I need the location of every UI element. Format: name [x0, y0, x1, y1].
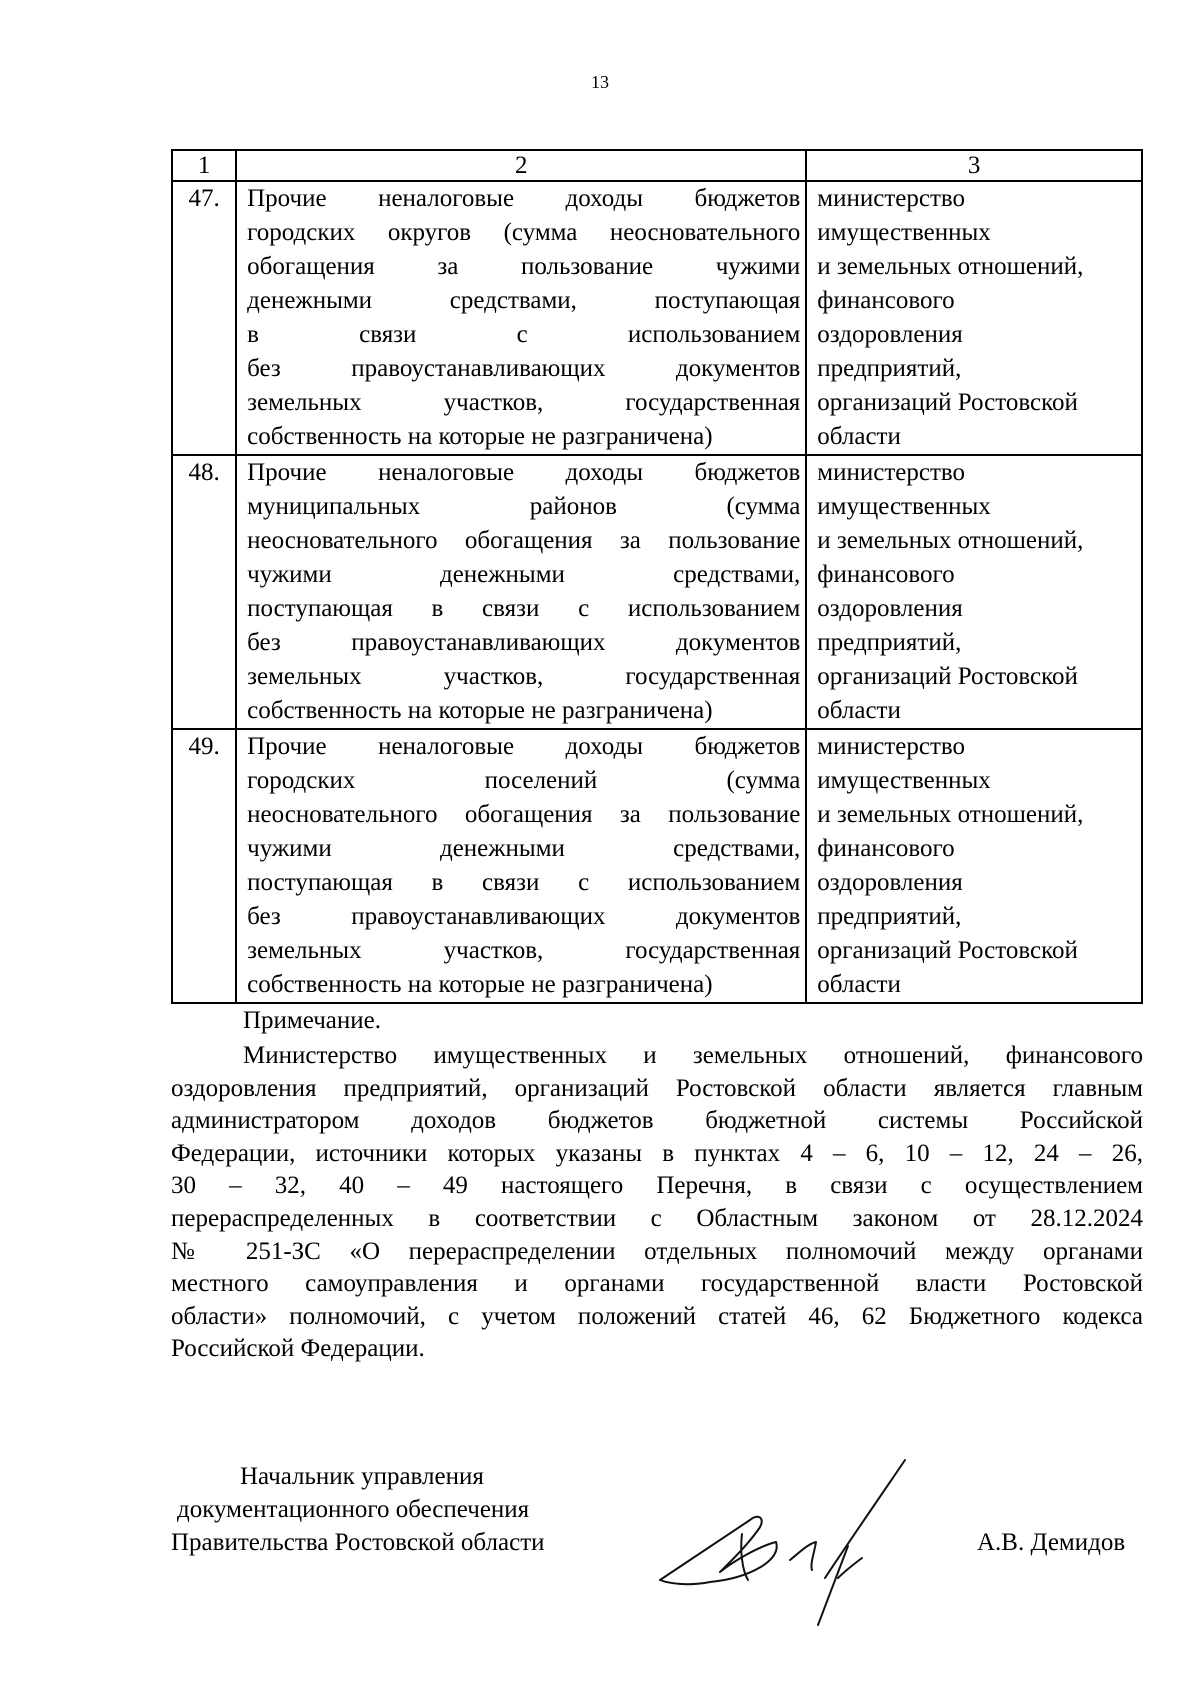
signatory-position-line: Правительства Ростовской области	[171, 1529, 545, 1556]
description-line: земельных участков, государственная	[247, 389, 801, 416]
description-line: собственность на которые не разграничена)	[247, 423, 713, 450]
administrator-cell	[806, 455, 1142, 729]
income-description-cell	[236, 181, 806, 455]
row-number-cell: 49.	[172, 729, 236, 1003]
administrator-line: министерство	[817, 459, 966, 486]
description-line: собственность на которые не разграничена)	[247, 697, 713, 724]
note-body	[171, 1040, 1143, 1366]
administrator-line: предприятий,	[817, 629, 962, 656]
description-line: земельных участков, государственная	[247, 937, 801, 964]
note-line: оздоровления предприятий, организаций Ростовской области является главным	[171, 1074, 1143, 1102]
note-line: перераспределенных в соответствии с Областным законом от 28.12.2024	[171, 1204, 1143, 1232]
description-line: собственность на которые не разграничена)	[247, 971, 713, 998]
note-line: области» полномочий, с учетом положений статей 46, 62 Бюджетного кодекса	[171, 1302, 1143, 1330]
administrator-line: имущественных	[817, 219, 991, 246]
description-line: муниципальных районов (сумма	[247, 493, 801, 520]
administrator-line: организаций Ростовской	[817, 389, 1078, 416]
administrator-line: финансового	[817, 287, 955, 314]
income-description-cell	[236, 455, 806, 729]
note-line: администратором доходов бюджетов бюджетной системы Российской	[171, 1107, 1143, 1135]
administrator-line: министерство	[817, 733, 966, 760]
description-line: без правоустанавливающих документов	[247, 903, 801, 930]
administrator-line: организаций Ростовской	[817, 937, 1078, 964]
table-header-row	[172, 150, 1142, 181]
header-cell-2: 2	[236, 150, 806, 181]
handwritten-signature	[650, 1450, 930, 1630]
note-line: местного самоуправления и органами государственной власти Ростовской	[171, 1270, 1143, 1298]
administrator-line: имущественных	[817, 493, 991, 520]
note-line: Министерство имущественных и земельных отношений, финансового	[243, 1042, 1143, 1069]
administrator-line: оздоровления	[817, 595, 963, 622]
income-description-cell	[236, 729, 806, 1003]
administrator-line: предприятий,	[817, 903, 962, 930]
administrator-line: области	[817, 697, 901, 724]
description-line: без правоустанавливающих документов	[247, 629, 801, 656]
administrator-line: области	[817, 971, 901, 998]
signer-name: А.В. Демидов	[977, 1529, 1126, 1556]
description-line: чужими денежными средствами,	[247, 835, 801, 862]
description-line: поступающая в связи с использованием	[247, 595, 801, 622]
description-line: неосновательного обогащения за пользование	[247, 527, 801, 554]
description-line: Прочие неналоговые доходы бюджетов	[247, 733, 801, 760]
row-number-cell: 48.	[172, 455, 236, 729]
table-body	[172, 150, 1142, 1003]
table-row	[172, 729, 1142, 1003]
description-line: городских поселений (сумма	[247, 767, 801, 794]
administrator-line: предприятий,	[817, 355, 962, 382]
header-cell-1: 1	[172, 150, 236, 181]
administrator-line: министерство	[817, 185, 966, 212]
note-section	[171, 1002, 1143, 1366]
description-line: поступающая в связи с использованием	[247, 869, 801, 896]
signatory-position	[171, 1460, 611, 1559]
note-line: 30 – 32, 40 – 49 настоящего Перечня, в связи с осуществлением	[171, 1172, 1143, 1200]
administrator-line: и земельных отношений,	[817, 801, 1084, 828]
description-line: без правоустанавливающих документов	[247, 355, 801, 382]
description-line: неосновательного обогащения за пользование	[247, 801, 801, 828]
description-line: Прочие неналоговые доходы бюджетов	[247, 185, 801, 212]
note-line: Федерации, источники которых указаны в пунктах 4 – 6, 10 – 12, 24 – 26,	[171, 1139, 1143, 1167]
signatory-position-line: Начальник управления	[240, 1463, 484, 1490]
administrator-line: области	[817, 423, 901, 450]
administrator-line: организаций Ростовской	[817, 663, 1078, 690]
description-line: Прочие неналоговые доходы бюджетов	[247, 459, 801, 486]
description-line: земельных участков, государственная	[247, 663, 801, 690]
administrator-line: оздоровления	[817, 869, 963, 896]
table-row	[172, 181, 1142, 455]
note-line: Российской Федерации.	[171, 1335, 425, 1363]
note-title: Примечание.	[243, 1007, 382, 1034]
description-line: в связи с использованием	[247, 321, 801, 348]
administrator-line: оздоровления	[817, 321, 963, 348]
header-cell-3: 3	[806, 150, 1142, 181]
row-number-cell: 47.	[172, 181, 236, 455]
administrator-line: имущественных	[817, 767, 991, 794]
page-number: 13	[591, 72, 609, 92]
administrator-line: и земельных отношений,	[817, 527, 1084, 554]
signatory-position-line: документационного обеспечения	[177, 1496, 530, 1523]
table-row	[172, 455, 1142, 729]
administrator-line: и земельных отношений,	[817, 253, 1084, 280]
description-line: городских округов (сумма неосновательного	[247, 219, 801, 246]
description-line: денежными средствами, поступающая	[247, 287, 801, 314]
description-line: чужими денежными средствами,	[247, 561, 801, 588]
administrator-cell	[806, 729, 1142, 1003]
note-line: № 251-ЗС «О перераспределении отдельных полномочий между органами	[171, 1237, 1143, 1265]
administrator-line: финансового	[817, 561, 955, 588]
administrator-cell	[806, 181, 1142, 455]
description-line: обогащения за пользование чужими	[247, 253, 801, 280]
income-administrators-table	[171, 149, 1143, 1004]
administrator-line: финансового	[817, 835, 955, 862]
